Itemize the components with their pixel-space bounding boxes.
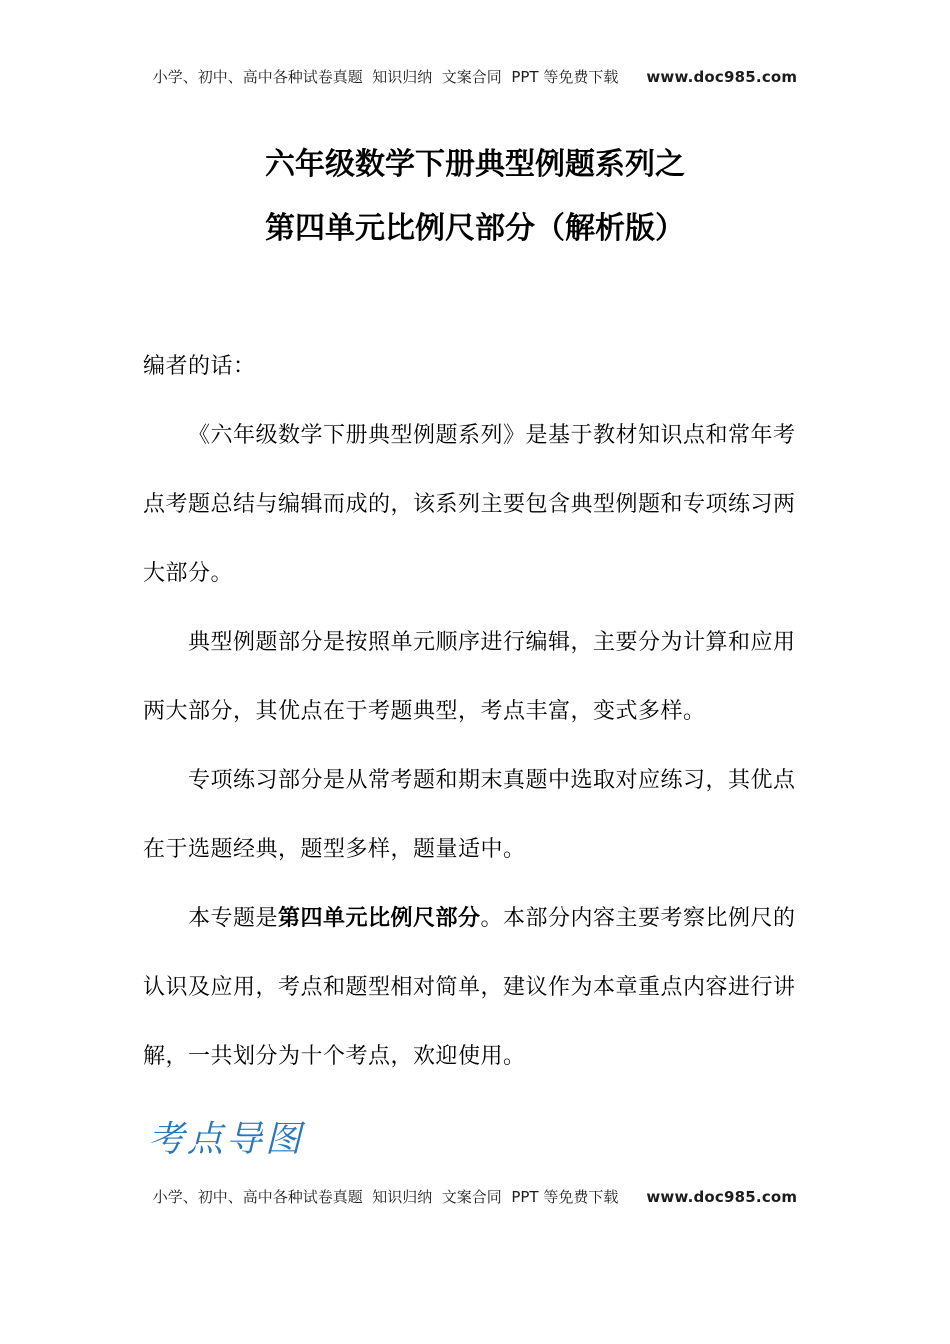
body-line (143, 746, 815, 815)
document-title-line-2: 第四单元比例尺部分（解析版） (265, 211, 685, 246)
body-line (143, 332, 815, 401)
page-footer (0, 1186, 950, 1207)
body-text: 两大部分，其优点在于考题典型，考点丰富，变式多样。 (143, 699, 706, 724)
body-text: 。本部分内容主要考察比例尺的 (480, 906, 796, 931)
footer-links-text: 小学、初中、高中各种试卷真题 知识归纳 文案合同 PPT 等免费下载 (152, 1188, 619, 1206)
body-text: 编者的话： (143, 354, 256, 379)
body-line (143, 608, 815, 677)
body-text: 大部分。 (143, 561, 234, 586)
body-line (143, 677, 815, 746)
body-line (143, 401, 815, 470)
body-text: 典型例题部分是按照单元顺序进行编辑，主要分为计算和应用 (188, 630, 796, 655)
footer-site-url: www.doc985.com (646, 1188, 798, 1206)
body-text: 专项练习部分是从常考题和期末真题中选取对应练习，其优点 (188, 768, 796, 793)
body-text: 在于选题经典，题型多样，题量适中。 (143, 837, 526, 862)
body-text: 解，一共划分为十个考点，欢迎使用。 (143, 1044, 526, 1069)
body-line (143, 815, 815, 884)
body-text: 《六年级数学下册典型例题系列》是基于教材知识点和常年考 (188, 423, 796, 448)
header-site-url: www.doc985.com (646, 68, 798, 86)
body-line (143, 539, 815, 608)
page-header (0, 66, 950, 87)
body-text: 认识及应用，考点和题型相对简单，建议作为本章重点内容进行讲 (143, 975, 796, 1000)
section-heading-exam-points-map: 考点导图 (148, 1119, 305, 1160)
body-text-bold: 第四单元比例尺部分 (278, 906, 481, 931)
body-line (143, 1022, 815, 1091)
document-title-line-1: 六年级数学下册典型例题系列之 (265, 147, 685, 182)
header-links-text: 小学、初中、高中各种试卷真题 知识归纳 文案合同 PPT 等免费下载 (152, 68, 619, 86)
body-line (143, 470, 815, 539)
body-line (143, 953, 815, 1022)
body-line (143, 884, 815, 953)
document-body (143, 332, 815, 1091)
body-text: 本专题是 (188, 906, 279, 931)
body-text: 点考题总结与编辑而成的，该系列主要包含典型例题和专项练习两 (143, 492, 796, 517)
